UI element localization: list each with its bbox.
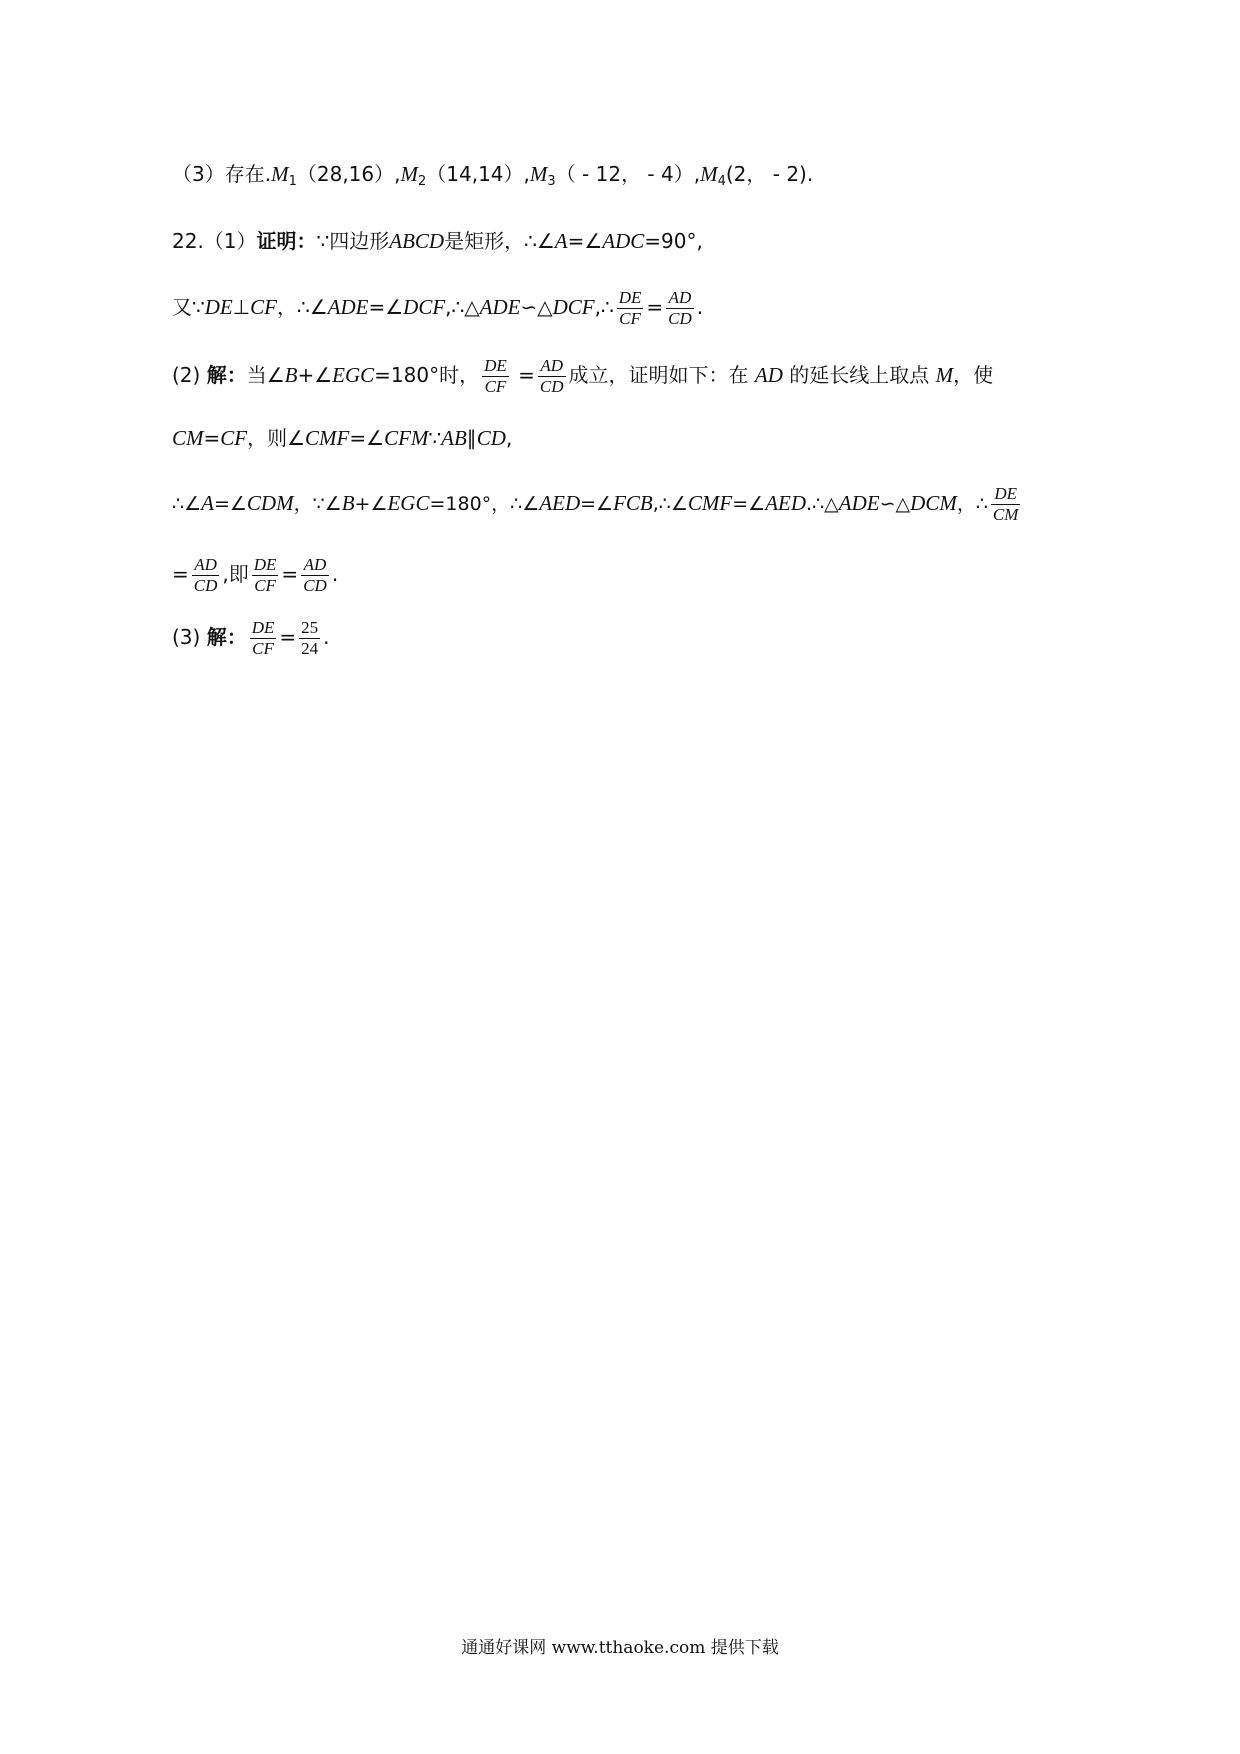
fraction: $\frac{25}{24}$ <box>301 618 319 658</box>
answer-22-part2-proof: ∴∠A=∠CDM，∵∠B+∠EGC=180°，∴∠AED=∠FCB,∴∠CMF=∠AED.∴△ADE∽△DCM，∴ $\frac{DE}{CM}$ <box>172 484 1019 524</box>
answer-22-part2: (2) 解：当∠B+∠EGC=180°时， $\frac{DE}{CF}$ = $\frac{AD}{CD}$ 成立，证明如下：在 AD 的延长线上取点 M，使 <box>172 356 994 396</box>
answer-22-part3: (3) 解： $\frac{DE}{CF}$ = $\frac{25}{24}$ . <box>172 618 330 658</box>
part-label: (3) <box>172 625 201 649</box>
fraction: $\frac{DE}{CF}$ <box>618 288 642 328</box>
fraction: $\frac{DE}{CF}$ <box>484 356 507 396</box>
fraction: $\frac{DE}{CM}$ <box>992 484 1019 524</box>
fraction: $\frac{DE}{CF}$ <box>251 618 275 658</box>
fraction: $\frac{DE}{CF}$ <box>253 555 277 595</box>
fraction: $\frac{AD}{CD}$ <box>193 555 218 595</box>
fraction: $\frac{AD}{CD}$ <box>539 356 564 396</box>
page-footer: 通通好课网 www.tthaoke.com 提供下载 <box>461 1638 779 1658</box>
fraction: $\frac{AD}{CD}$ <box>303 555 327 595</box>
answer-21-part3: （3）存在$.M_1(28,16),M_2(14,14),M_3( - 12$， - $4),M_4(2$， - 2). <box>172 162 814 189</box>
answer-22-part2-cont: CM=CF，则∠CMF=∠CFM∵AB∥CD, <box>172 426 513 450</box>
answer-22-part1: 22.（1）证明：∵四边形ABCD是矩形，∴∠A=∠ADC=90°, <box>172 229 703 253</box>
part-label: （3） <box>172 162 225 186</box>
question-label: 22.（1） <box>172 229 257 253</box>
fraction: $\frac{AD}{CD}$ <box>668 288 692 328</box>
answer-22-part1-cont: 又∵DE⊥CF，∴∠ADE=∠DCF,∴△ADE∽△DCF,∴ $\frac{DE}{CF}$ = $\frac{AD}{CD}$ . <box>172 288 704 328</box>
part-label: (2) <box>172 363 201 387</box>
answer-22-part2-conclusion: = $\frac{AD}{CD}$ ,即 $\frac{DE}{CF}$ = $\frac{AD}{CD}$ . <box>172 555 339 595</box>
